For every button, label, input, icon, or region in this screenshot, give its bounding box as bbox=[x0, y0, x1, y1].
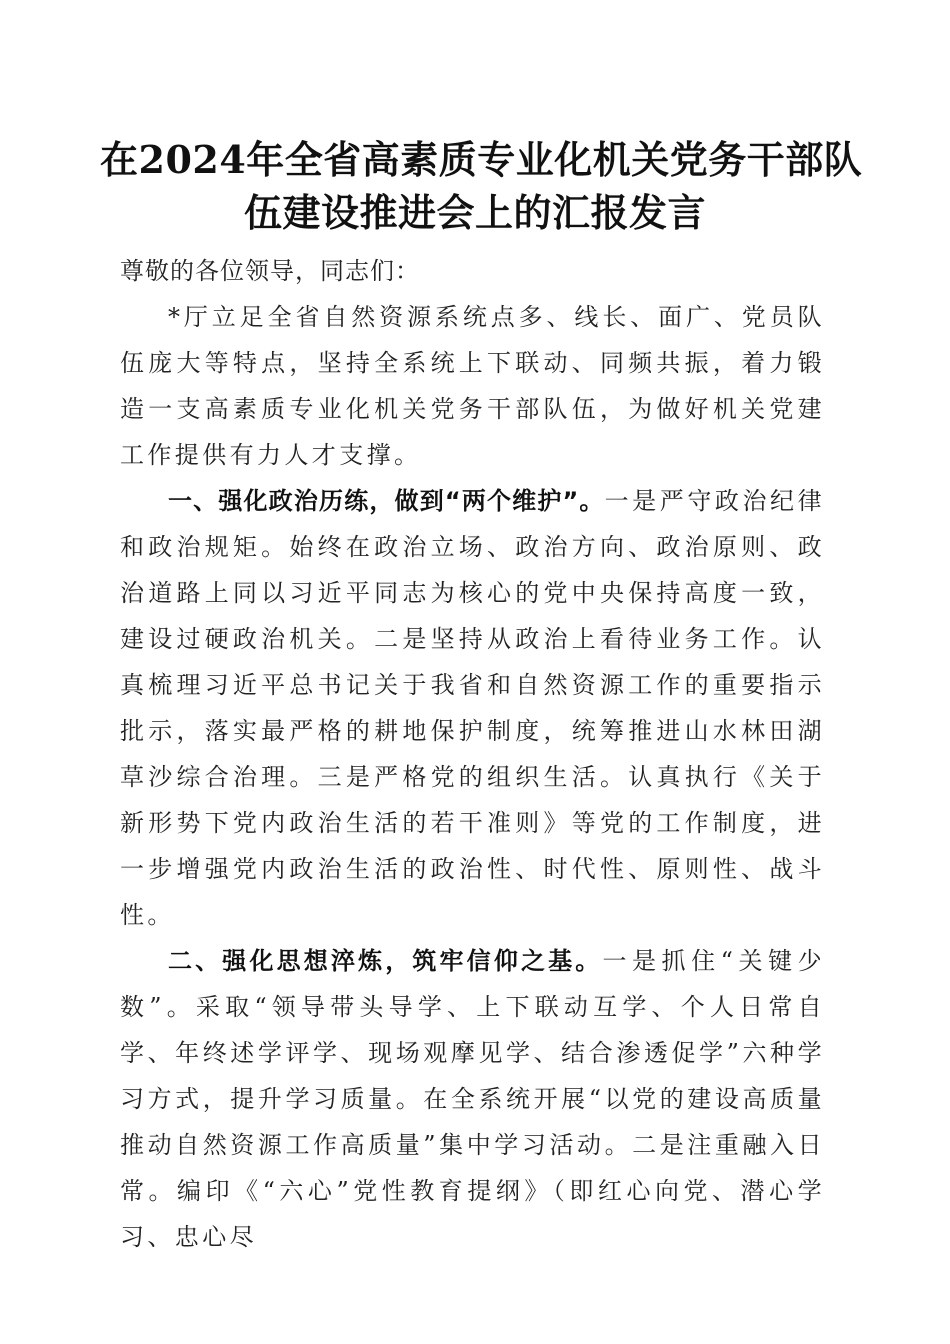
document-title bbox=[100, 133, 863, 239]
section-1-heading: 一、强化政治历练，做到“两个维护”。 bbox=[168, 487, 605, 515]
salutation: 尊敬的各位领导，同志们： bbox=[120, 257, 420, 285]
section-1-text: 一是严守政治纪律和政治规矩。始终在政治立场、政治方向、政治原则、政治道路上同以习近平同志为核心的党中央保持高度一致，建设过硬政治机关。二是坚持从政治上看待业务工作。认真梳理习近平总书记关于我省和自然资源工作的重要指示批示，落实最严格的耕地保护制度，统筹推进山水林田湖草沙综合治理。三是严格党的组织生活。认真执行《关于新形势下党内政治生活的若干准则》等党的工作制度，进一步增强党内政治生活的政治性、时代性、原则性、战斗性。 bbox=[120, 487, 825, 929]
title-line-2: 伍建设推进会上的汇报发言 bbox=[243, 190, 706, 235]
section-2-text: 一是抓住“关键少数”。采取“领导带头导学、上下联动互学、个人日常自学、年终述学评学、现场观摩见学、结合渗透促学”六种学习方式，提升学习质量。在全系统开展“以党的建设高质量推动自然资源工作高质量”集中学习活动。二是注重融入日常。编印《“六心”党性教育提纲》（即红心向党、潜心学习、忠心尽 bbox=[120, 947, 825, 1251]
section-2-paragraph bbox=[120, 938, 825, 1260]
intro-paragraph: *厅立足全省自然资源系统点多、线长、面广、党员队伍庞大等特点，坚持全系统上下联动、同频共振，着力锻造一支高素质专业化机关党务干部队伍，为做好机关党建工作提供有力人才支撑。 bbox=[120, 303, 825, 469]
title-line-1: 在2024年全省高素质专业化机关党务干部队 bbox=[100, 137, 863, 182]
section-1-paragraph bbox=[120, 478, 825, 938]
section-2-heading: 二、强化思想淬炼，筑牢信仰之基。 bbox=[168, 947, 603, 975]
document-body bbox=[120, 248, 825, 1260]
